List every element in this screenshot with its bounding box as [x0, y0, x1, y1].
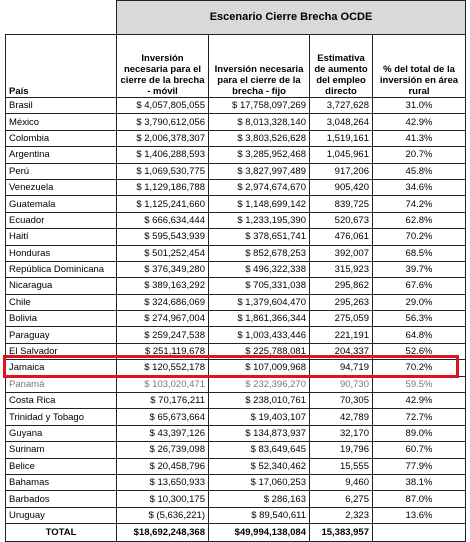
cell-country: República Dominicana: [6, 261, 117, 277]
cell-country: Jamaica: [6, 360, 117, 376]
cell-country: Trinidad y Tobago: [6, 409, 117, 425]
cell-mobile: $ 2,006,378,307: [117, 130, 209, 146]
cell-employment: 3,048,264: [310, 114, 373, 130]
cell-country: Belice: [6, 458, 117, 474]
cell-mobile: $ 3,790,612,056: [117, 114, 209, 130]
cell-fixed: $ 705,331,038: [209, 278, 310, 294]
table-banner: Escenario Cierre Brecha OCDE: [117, 1, 466, 35]
cell-country: Haití: [6, 229, 117, 245]
cell-employment: 392,007: [310, 245, 373, 261]
cell-mobile: $ 103,020,471: [117, 376, 209, 392]
cell-fixed: $ 83,649,645: [209, 442, 310, 458]
table-row: [6, 491, 466, 507]
cell-fixed: $ 17,060,253: [209, 474, 310, 490]
total-fixed: $49,994,138,084: [209, 524, 310, 542]
cell-fixed: $ 1,861,366,344: [209, 311, 310, 327]
cell-fixed: $ 3,803,526,628: [209, 130, 310, 146]
cell-fixed: $ 3,827,997,489: [209, 163, 310, 179]
cell-fixed: $ 2,974,674,670: [209, 179, 310, 195]
total-row: [6, 524, 466, 542]
cell-employment: 476,061: [310, 229, 373, 245]
cell-mobile: $ 376,349,280: [117, 261, 209, 277]
cell-rural: 62.8%: [373, 212, 466, 228]
banner-row: [6, 1, 466, 35]
cell-rural: 89.0%: [373, 425, 466, 441]
header-fixed: Inversión necesaria para el cierre de la brecha - fijo: [209, 35, 310, 98]
cell-employment: 15,555: [310, 458, 373, 474]
header-mobile: Inversión necesaria para el cierre de la brecha - móvil: [117, 35, 209, 98]
cell-country: Bahamas: [6, 474, 117, 490]
table-row: [6, 114, 466, 130]
cell-rural: 60.7%: [373, 442, 466, 458]
cell-fixed: $ 852,678,253: [209, 245, 310, 261]
cell-mobile: $ 70,176,211: [117, 393, 209, 409]
cell-country: Nicaragua: [6, 278, 117, 294]
cell-fixed: $ 107,009,968: [209, 360, 310, 376]
cell-mobile: $ 251,119,678: [117, 343, 209, 359]
table-row: [6, 163, 466, 179]
cell-rural: 67.6%: [373, 278, 466, 294]
cell-mobile: $ 1,406,288,593: [117, 147, 209, 163]
cell-fixed: $ 378,651,741: [209, 229, 310, 245]
cell-mobile: $ 20,458,796: [117, 458, 209, 474]
table-row: [6, 474, 466, 490]
cell-fixed: $ 238,010,761: [209, 393, 310, 409]
cell-employment: 315,923: [310, 261, 373, 277]
cell-rural: 45.8%: [373, 163, 466, 179]
cell-mobile: $ 1,129,186,788: [117, 179, 209, 195]
cell-country: Uruguay: [6, 507, 117, 523]
cell-mobile: $ 274,967,004: [117, 311, 209, 327]
cell-rural: 72.7%: [373, 409, 466, 425]
investment-table: [5, 0, 466, 542]
cell-employment: 94,719: [310, 360, 373, 376]
cell-rural: 70.2%: [373, 229, 466, 245]
cell-fixed: $ 286,163: [209, 491, 310, 507]
cell-fixed: $ 19,403,107: [209, 409, 310, 425]
cell-mobile: $ 1,125,241,660: [117, 196, 209, 212]
cell-employment: 90,730: [310, 376, 373, 392]
total-employment: 15,383,957: [310, 524, 373, 542]
total-rural: [373, 524, 466, 542]
cell-mobile: $ 26,739,098: [117, 442, 209, 458]
cell-employment: 3,727,628: [310, 98, 373, 114]
cell-mobile: $ 259,247,538: [117, 327, 209, 343]
cell-country: Colombia: [6, 130, 117, 146]
cell-rural: 34.6%: [373, 179, 466, 195]
cell-mobile: $ 10,300,175: [117, 491, 209, 507]
cell-rural: 68.5%: [373, 245, 466, 261]
cell-country: Paraguay: [6, 327, 117, 343]
cell-employment: 520,673: [310, 212, 373, 228]
cell-rural: 42.9%: [373, 114, 466, 130]
table-row: [6, 212, 466, 228]
cell-employment: 204,337: [310, 343, 373, 359]
cell-country: Honduras: [6, 245, 117, 261]
cell-country: Guatemala: [6, 196, 117, 212]
cell-fixed: $ 232,396,270: [209, 376, 310, 392]
table-row: [6, 98, 466, 114]
cell-employment: 905,420: [310, 179, 373, 195]
table-row: [6, 360, 466, 376]
cell-employment: 295,862: [310, 278, 373, 294]
cell-mobile: $ 43,397,126: [117, 425, 209, 441]
table-row: [6, 458, 466, 474]
header-row: [6, 35, 466, 98]
cell-rural: 41.3%: [373, 130, 466, 146]
cell-employment: 19,796: [310, 442, 373, 458]
table-sheet: [5, 0, 465, 542]
table-row: [6, 245, 466, 261]
cell-country: Barbados: [6, 491, 117, 507]
cell-rural: 70.2%: [373, 360, 466, 376]
cell-country: Brasil: [6, 98, 117, 114]
cell-fixed: $ 8,013,328,140: [209, 114, 310, 130]
cell-employment: 1,045,961: [310, 147, 373, 163]
cell-mobile: $ 1,069,530,775: [117, 163, 209, 179]
cell-mobile: $ 65,673,664: [117, 409, 209, 425]
header-rural: % del total de la inversión en área rural: [373, 35, 466, 98]
cell-fixed: $ 1,233,195,390: [209, 212, 310, 228]
table-row: [6, 179, 466, 195]
cell-country: Panamá: [6, 376, 117, 392]
cell-mobile: $ 324,686,069: [117, 294, 209, 310]
cell-mobile: $ 501,252,454: [117, 245, 209, 261]
cell-employment: 917,206: [310, 163, 373, 179]
cell-country: Bolivia: [6, 311, 117, 327]
cell-rural: 77.9%: [373, 458, 466, 474]
cell-rural: 42.9%: [373, 393, 466, 409]
table-row: [6, 229, 466, 245]
cell-fixed: $ 89,540,611: [209, 507, 310, 523]
cell-country: Ecuador: [6, 212, 117, 228]
cell-country: Costa Rica: [6, 393, 117, 409]
cell-country: Perú: [6, 163, 117, 179]
cell-employment: 70,305: [310, 393, 373, 409]
cell-rural: 64.8%: [373, 327, 466, 343]
cell-rural: 39.7%: [373, 261, 466, 277]
cell-mobile: $ (5,636,221): [117, 507, 209, 523]
table-row: [6, 442, 466, 458]
cell-rural: 20.7%: [373, 147, 466, 163]
cell-employment: 42,789: [310, 409, 373, 425]
cell-employment: 32,170: [310, 425, 373, 441]
table-row: [6, 130, 466, 146]
table-row: [6, 261, 466, 277]
cell-employment: 2,323: [310, 507, 373, 523]
cell-fixed: $ 134,873,937: [209, 425, 310, 441]
header-country: País: [6, 35, 117, 98]
cell-rural: 56.3%: [373, 311, 466, 327]
cell-rural: 87.0%: [373, 491, 466, 507]
cell-country: Guyana: [6, 425, 117, 441]
cell-fixed: $ 1,003,433,446: [209, 327, 310, 343]
cell-fixed: $ 52,340,462: [209, 458, 310, 474]
header-employment: Estimativa de aumento del empleo directo: [310, 35, 373, 98]
table-row: [6, 196, 466, 212]
cell-rural: 29.0%: [373, 294, 466, 310]
cell-employment: 9,460: [310, 474, 373, 490]
cell-rural: 52.6%: [373, 343, 466, 359]
cell-employment: 221,191: [310, 327, 373, 343]
cell-fixed: $ 1,148,699,142: [209, 196, 310, 212]
table-row: [6, 294, 466, 310]
cell-country: Chile: [6, 294, 117, 310]
cell-fixed: $ 17,758,097,269: [209, 98, 310, 114]
table-row: [6, 278, 466, 294]
cell-rural: 74.2%: [373, 196, 466, 212]
cell-fixed: $ 1,379,604,470: [209, 294, 310, 310]
cell-fixed: $ 496,322,338: [209, 261, 310, 277]
cell-rural: 59.5%: [373, 376, 466, 392]
table-row: [6, 376, 466, 392]
cell-rural: 38.1%: [373, 474, 466, 490]
cell-employment: 295,263: [310, 294, 373, 310]
total-label: TOTAL: [6, 524, 117, 542]
total-mobile: $18,692,248,368: [117, 524, 209, 542]
banner-blank-cell: [6, 1, 117, 35]
cell-fixed: $ 225,788,081: [209, 343, 310, 359]
cell-mobile: $ 595,543,939: [117, 229, 209, 245]
cell-employment: 1,519,161: [310, 130, 373, 146]
cell-country: México: [6, 114, 117, 130]
table-row: [6, 409, 466, 425]
cell-country: Argentina: [6, 147, 117, 163]
table-row: [6, 327, 466, 343]
cell-rural: 13.6%: [373, 507, 466, 523]
cell-mobile: $ 666,634,444: [117, 212, 209, 228]
cell-mobile: $ 4,057,805,055: [117, 98, 209, 114]
table-row: [6, 393, 466, 409]
cell-country: El Salvador: [6, 343, 117, 359]
cell-country: Surinam: [6, 442, 117, 458]
table-row: [6, 147, 466, 163]
cell-mobile: $ 13,650,933: [117, 474, 209, 490]
table-row: [6, 311, 466, 327]
table-row: [6, 343, 466, 359]
cell-fixed: $ 3,285,952,468: [209, 147, 310, 163]
table-row: [6, 425, 466, 441]
cell-employment: 275,059: [310, 311, 373, 327]
cell-employment: 839,725: [310, 196, 373, 212]
cell-employment: 6,275: [310, 491, 373, 507]
cell-mobile: $ 120,552,178: [117, 360, 209, 376]
cell-mobile: $ 389,163,292: [117, 278, 209, 294]
cell-country: Venezuela: [6, 179, 117, 195]
cell-rural: 31.0%: [373, 98, 466, 114]
